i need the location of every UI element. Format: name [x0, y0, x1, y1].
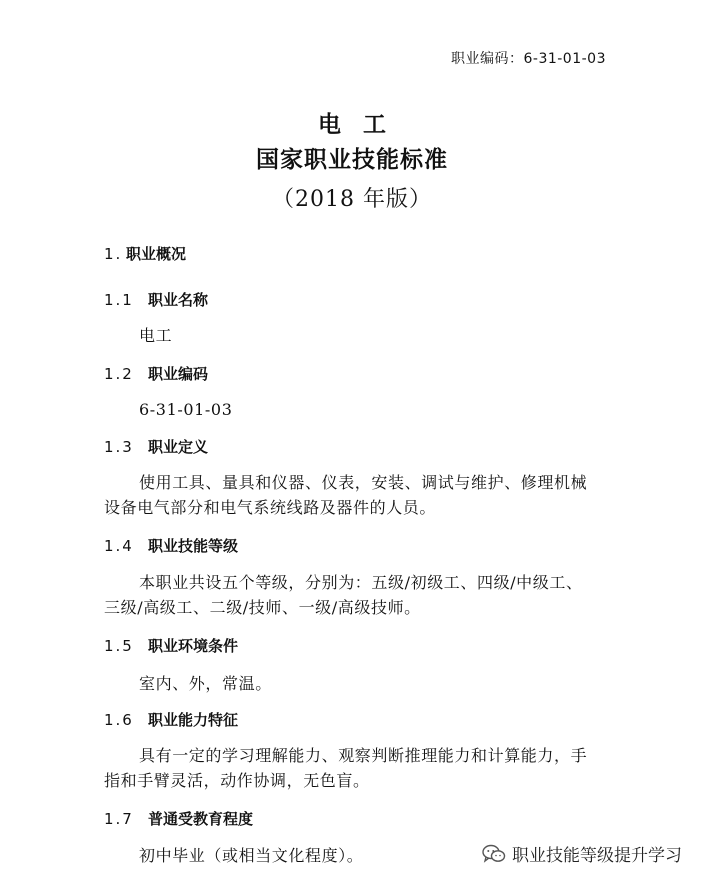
subsection-number: 1.5 — [104, 637, 134, 655]
subsection-heading-skill-levels — [104, 535, 238, 556]
paragraph-line: 指和手臂灵活，动作协调，无色盲。 — [104, 771, 370, 790]
paragraph-line: 电工 — [139, 326, 173, 345]
document-title-occupation: 电工 — [318, 112, 408, 138]
document-title-standard: 国家职业技能标准 — [256, 147, 448, 173]
paragraph-line: 室内、外，常温。 — [139, 674, 272, 693]
subsection-number: 1.2 — [104, 365, 134, 383]
subsection-heading-ability — [104, 709, 238, 730]
subsection-heading-code — [104, 363, 208, 384]
subsection-number: 1.4 — [104, 537, 134, 555]
subsection-title: 职业能力特征 — [148, 711, 239, 729]
subsection-heading-definition — [104, 436, 208, 457]
subsection-title: 职业名称 — [148, 291, 209, 309]
paragraph-line: 具有一定的学习理解能力、观察判断推理能力和计算能力，手 — [139, 746, 588, 765]
paragraph-line: 三级/高级工、二级/技师、一级/高级技师。 — [104, 598, 421, 617]
watermark-text: 职业技能等级提升学习 — [512, 846, 682, 866]
subsection-number: 1.6 — [104, 711, 134, 729]
subsection-title: 职业环境条件 — [148, 637, 239, 655]
paragraph-line: 6-31-01-03 — [139, 400, 233, 419]
paragraph-line: 设备电气部分和电气系统线路及器件的人员。 — [104, 498, 437, 517]
section-number: 1. — [104, 245, 123, 263]
document-title-edition: （2018 年版） — [272, 187, 432, 212]
subsection-heading-environment — [104, 635, 238, 656]
subsection-number: 1.1 — [104, 291, 134, 309]
subsection-title: 职业编码 — [148, 365, 209, 383]
section-title: 职业概况 — [126, 245, 187, 263]
subsection-number: 1.3 — [104, 438, 134, 456]
wechat-icon — [482, 844, 506, 864]
paragraph-environment — [104, 671, 624, 696]
paragraph-line: 本职业共设五个等级，分别为：五级/初级工、四级/中级工、 — [139, 573, 583, 592]
paragraph-occupation-code — [104, 397, 624, 422]
subsection-title: 职业技能等级 — [148, 537, 239, 555]
subsection-title: 普通受教育程度 — [148, 810, 254, 828]
paragraph-ability — [104, 743, 624, 793]
wechat-watermark — [482, 841, 682, 866]
paragraph-skill-levels — [104, 570, 624, 620]
subsection-number: 1.7 — [104, 810, 134, 828]
subsection-heading-name — [104, 289, 208, 310]
subsection-title: 职业定义 — [148, 438, 209, 456]
paragraph-line: 初中毕业（或相当文化程度）。 — [139, 846, 364, 865]
paragraph-occupation-name — [104, 323, 624, 348]
paragraph-occupation-definition — [104, 470, 624, 520]
paragraph-line: 使用工具、量具和仪器、仪表，安装、调试与维护、修理机械 — [139, 473, 588, 492]
section-heading-overview — [104, 243, 186, 264]
occupation-code-header: 职业编码：6-31-01-03 — [450, 51, 606, 67]
subsection-heading-education — [104, 808, 253, 829]
